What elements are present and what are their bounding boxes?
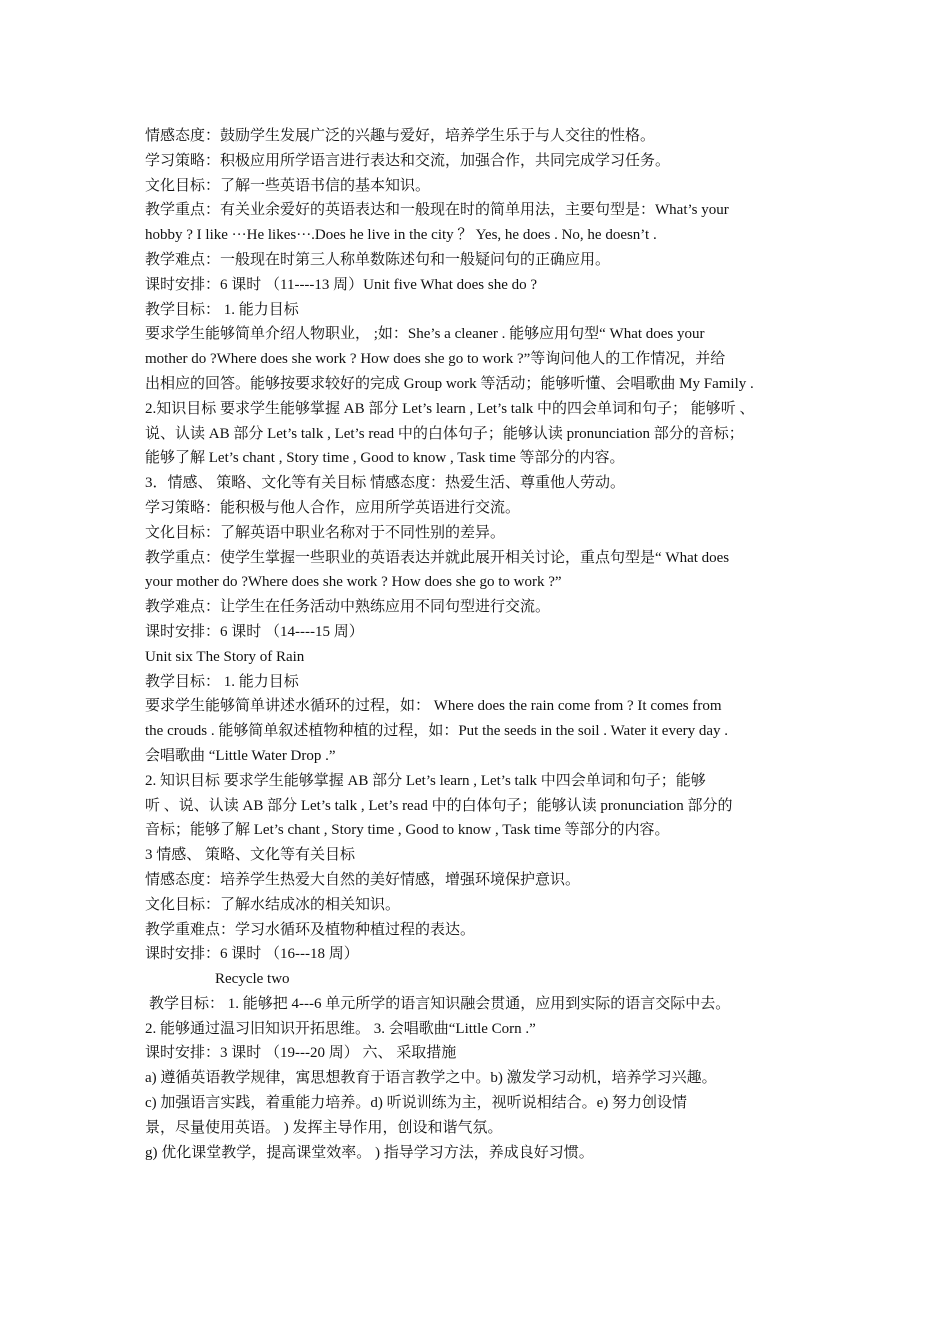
text-line-related-goals: 3．情感、 策略、文化等有关目标 情感态度：热爱生活、尊重他人劳动。 xyxy=(145,475,626,492)
text-line-teaching-focus: 教学重点：有关业余爱好的英语表达和一般现在时的简单用法，主要句型是：What’s your xyxy=(145,202,729,219)
text-line-schedule-unit5: 课时安排：6 课时 （11----13 周）Unit five What does she do ? xyxy=(145,276,538,293)
text-line-unit-six-title: Unit six The Story of Rain xyxy=(145,648,305,665)
text-line-knowledge-goal-cont2: 能够了解 Let’s chant , Story time , Good to know , Task time 等部分的内容。 xyxy=(145,450,625,467)
text-line-learning-strategy-2: 学习策略：能积极与他人合作，应用所学英语进行交流。 xyxy=(145,499,521,516)
text-line-measure-a-b: a) 遵循英语教学规律，寓思想教育于语言教学之中。b) 激发学习动机，培养学习兴趣。 xyxy=(145,1070,717,1087)
text-line-song: 会唱歌曲 “Little Water Drop .” xyxy=(145,747,336,764)
text-line-measure-c-d-e: c) 加强语言实践，着重能力培养。d) 听说训练为主，视听说相结合。e) 努力创设情 xyxy=(145,1095,688,1112)
text-line-measure-e-cont: 景，尽量使用英语。 ) 发挥主导作用，创设和谐气氛。 xyxy=(145,1119,503,1136)
text-line-focus-difficulty-3: 教学重难点：学习水循环及植物种植过程的表达。 xyxy=(145,921,476,938)
text-line-emotion-attitude-3: 情感态度：培养学生热爱大自然的美好情感，增强环境保护意识。 xyxy=(145,871,581,888)
text-line-culture-goal: 文化目标：了解一些英语书信的基本知识。 xyxy=(145,177,431,194)
text-line-recycle-goal-cont: 2. 能够通过温习旧知识开拓思维。 3. 会唱歌曲“Little Corn .” xyxy=(145,1020,536,1037)
text-line-learning-strategy: 学习策略：积极应用所学语言进行表达和交流，加强合作，共同完成学习任务。 xyxy=(145,152,671,169)
text-line-knowledge-goal-3: 2. 知识目标 要求学生能够掌握 AB 部分 Let’s learn , Let’s talk 中四会单词和句子；能够 xyxy=(145,772,706,789)
text-line-ability-req-cont: mother do ?Where does she work ? How does she go to work ?”等询问他人的工作情况，并给 xyxy=(145,351,726,368)
text-line-culture-goal-2: 文化目标：了解英语中职业名称对于不同性别的差异。 xyxy=(145,524,506,541)
text-line-knowledge-goal-cont: 说、认读 AB 部分 Let’s talk , Let’s read 中的白体句子；能够认读 pronunciation 部分的音标； xyxy=(145,425,744,442)
text-line-ability-req-cont2: 出相应的回答。能够按要求较好的完成 Group work 等活动；能够听懂、会唱歌曲 My Family . xyxy=(145,375,754,392)
text-line-teaching-difficulty: 教学难点：一般现在时第三人称单数陈述句和一般疑问句的正确应用。 xyxy=(145,251,611,268)
text-line-teaching-goal: 教学目标： 1. 能力目标 xyxy=(145,301,299,318)
text-line-related-goals-3: 3 情感、 策略、文化等有关目标 xyxy=(145,847,356,864)
document-body xyxy=(145,124,810,1165)
text-line-measure-g: g) 优化课堂教学，提高课堂效率。 ) 指导学习方法，养成良好习惯。 xyxy=(145,1144,594,1161)
text-line-knowledge-goal-3-cont2: 音标；能够了解 Let’s chant , Story time , Good to know , Task time 等部分的内容。 xyxy=(145,822,670,839)
text-line-emotion-attitude: 情感态度：鼓励学生发展广泛的兴趣与爱好，培养学生乐于与人交往的性格。 xyxy=(145,128,656,144)
text-line-schedule-2: 课时安排：6 课时 （14----15 周） xyxy=(145,623,364,640)
text-line-knowledge-goal-3-cont: 听 、说、认读 AB 部分 Let’s talk , Let’s read 中的白体句子；能够认读 pronunciation 部分的 xyxy=(145,797,733,814)
text-line-ability-req-3: 要求学生能够简单讲述水循环的过程，如： Where does the rain come from ? It comes from xyxy=(145,698,722,715)
text-line-teaching-goal-3: 教学目标： 1. 能力目标 xyxy=(145,673,299,690)
text-line-recycle-goal: 教学目标： 1. 能够把 4---6 单元所学的语言知识融会贯通，应用到实际的语言交际中去。 xyxy=(149,995,731,1012)
text-line-ability-req-3-cont: the crouds . 能够简单叙述植物种植的过程，如：Put the seeds in the soil . Water it every day . xyxy=(145,723,729,740)
text-line-teaching-focus-2: 教学重点：使学生掌握一些职业的英语表达并就此展开相关讨论，重点句型是“ What does xyxy=(145,549,730,566)
text-line-teaching-difficulty-2: 教学难点：让学生在任务活动中熟练应用不同句型进行交流。 xyxy=(145,599,551,616)
text-line-culture-goal-3: 文化目标：了解水结成冰的相关知识。 xyxy=(145,896,401,913)
text-line-ability-req: 要求学生能够简单介绍人物职业， ;如：She’s a cleaner . 能够应用句型“ What does your xyxy=(145,326,705,343)
text-line-schedule-measures: 课时安排：3 课时 （19---20 周） 六、 采取措施 xyxy=(145,1045,457,1062)
text-line-recycle-two: Recycle two xyxy=(215,971,290,988)
text-line-teaching-focus-cont: hobby ? I like ···He likes···.Does he live in the city ？ Yes, he does . No, he doesn’t . xyxy=(145,227,657,244)
text-line-schedule-3: 课时安排：6 课时 （16---18 周） xyxy=(145,946,359,963)
text-line-teaching-focus-2-cont: your mother do ?Where does she work ? How does she go to work ?” xyxy=(145,574,562,591)
text-line-knowledge-goal: 2.知识目标 要求学生能够掌握 AB 部分 Let’s learn , Let’s talk 中的四会单词和句子； 能够听 、 xyxy=(145,400,755,417)
